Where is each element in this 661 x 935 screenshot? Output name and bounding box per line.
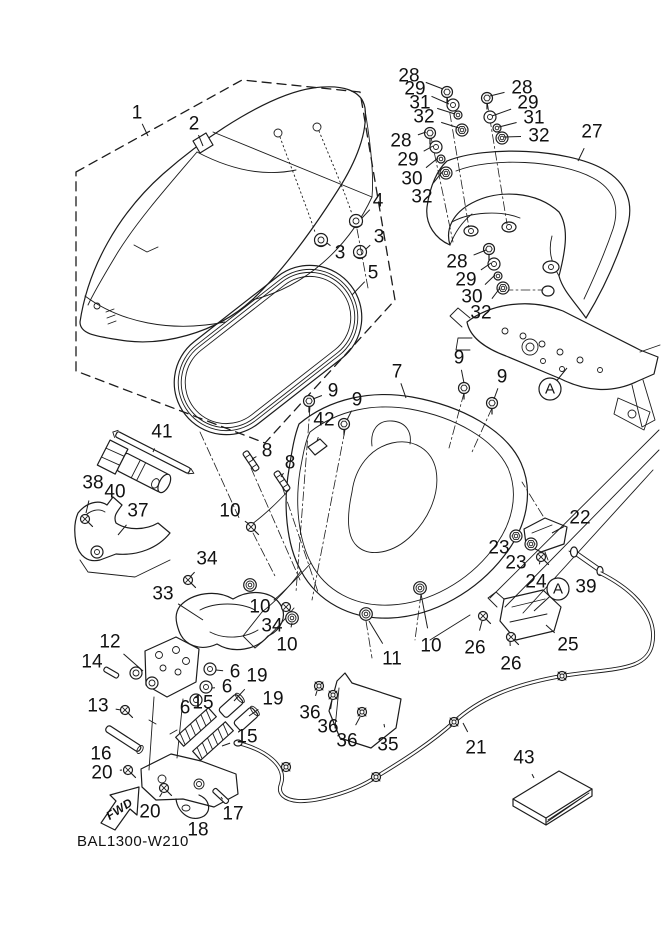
- part-number-label: 33: [152, 583, 174, 605]
- part-number-label: 10: [276, 634, 298, 656]
- part-number-label: 17: [222, 803, 244, 825]
- part-number-label: 19: [262, 688, 284, 710]
- part-number-label: 27: [581, 121, 603, 143]
- callout-leader: [356, 717, 360, 725]
- part-number-label: 29: [517, 92, 539, 114]
- callout-leader: [313, 396, 322, 400]
- part-number-label: 36: [317, 716, 339, 738]
- part-number-label: 32: [411, 186, 433, 208]
- part-number-label: 18: [187, 819, 209, 841]
- part-number-label: 8: [284, 452, 296, 474]
- part-number-label: 25: [557, 634, 579, 656]
- part-number-label: 37: [127, 500, 149, 522]
- callout-leader: [316, 691, 318, 696]
- part-number-label: 31: [409, 92, 431, 114]
- part-number-label: 19: [246, 665, 268, 687]
- part-number-label: 29: [397, 149, 419, 171]
- part-number-label: 32: [528, 125, 550, 147]
- callout-leader: [463, 723, 468, 732]
- callout-leader: [369, 621, 383, 644]
- part-number-label: 14: [81, 651, 103, 673]
- part-number-label: 9: [496, 366, 508, 388]
- part-number-label: 28: [511, 77, 533, 99]
- callout-leader: [384, 724, 385, 727]
- part-number-label: 22: [569, 507, 591, 529]
- callout-leader: [222, 743, 230, 746]
- part-number-label: 8: [261, 440, 273, 462]
- callout-leader: [178, 604, 203, 620]
- part-number-label: 38: [82, 472, 104, 494]
- seat-lock-cable: [234, 573, 653, 801]
- view-marker-letter: A: [552, 580, 564, 598]
- part-number-label: 6: [221, 676, 233, 698]
- part-number-label: 9: [351, 389, 363, 411]
- part-number-label: 20: [139, 801, 161, 823]
- part-number-label: 28: [398, 65, 420, 87]
- callout-leader: [485, 275, 495, 285]
- part-number-label: 10: [249, 596, 271, 618]
- part-number-label: 23: [488, 537, 510, 559]
- part-number-label: 29: [404, 78, 426, 100]
- part-number-label: 1: [131, 102, 143, 124]
- part-number-label: 35: [377, 734, 399, 756]
- callout-leader: [499, 123, 517, 128]
- body-frame-rails: [430, 430, 659, 640]
- callout-leader: [532, 774, 534, 778]
- callout-leader: [578, 148, 584, 161]
- part-number-label: 2: [188, 113, 200, 135]
- callout-leader: [461, 370, 464, 383]
- part-number-label: 6: [179, 697, 191, 719]
- diagram-code: BAL1300-W210: [77, 833, 189, 850]
- part-number-label: 11: [382, 648, 402, 670]
- seat-hook: [75, 497, 170, 577]
- view-marker-letter: A: [544, 380, 556, 398]
- part-number-label: 26: [500, 653, 522, 675]
- callout-leader: [190, 572, 195, 577]
- part-number-label: 15: [192, 692, 214, 714]
- callout-leader: [245, 521, 249, 524]
- part-number-label: 29: [455, 269, 477, 291]
- callout-leader: [480, 621, 483, 631]
- part-number-label: 36: [336, 730, 358, 752]
- part-number-label: 36: [299, 702, 321, 724]
- part-number-label: 10: [219, 500, 241, 522]
- part-number-label: 30: [401, 168, 423, 190]
- callout-leader: [490, 92, 505, 96]
- part-number-label: 32: [413, 106, 435, 128]
- seat-assembly: [80, 87, 373, 342]
- part-number-label: 32: [470, 302, 492, 324]
- callout-leader: [331, 700, 332, 709]
- callout-leader: [539, 561, 540, 564]
- part-number-label: 3: [334, 242, 346, 264]
- part-number-label: 34: [196, 548, 218, 570]
- rear-carrier: [427, 151, 630, 318]
- callout-leader: [552, 527, 564, 534]
- part-number-label: 5: [367, 262, 379, 284]
- part-number-label: 30: [461, 286, 483, 308]
- seat-latch: [193, 133, 213, 153]
- part-number-label: 9: [327, 380, 339, 402]
- part-number-label: 34: [261, 615, 283, 637]
- callout-leader: [216, 670, 223, 671]
- marker-leader: [557, 368, 567, 381]
- callout-leader: [160, 793, 162, 797]
- box-mounting-fasteners: [242, 380, 497, 601]
- owners-manual-book: [513, 771, 592, 825]
- part-number-label: 23: [505, 552, 527, 574]
- part-number-label: 20: [91, 762, 113, 784]
- part-number-label: 16: [90, 743, 112, 765]
- part-number-label: 21: [465, 737, 487, 759]
- callout-leader: [494, 388, 498, 399]
- callout-leader: [426, 158, 438, 168]
- part-number-label: 28: [446, 251, 468, 273]
- part-number-label: 15: [236, 726, 258, 748]
- part-number-label: 42: [313, 409, 335, 431]
- seat-dashed-outline: [76, 80, 395, 443]
- part-number-label: 6: [229, 661, 241, 683]
- part-number-label: 26: [464, 637, 486, 659]
- part-number-label: 10: [420, 635, 442, 657]
- part-number-label: 7: [391, 361, 403, 383]
- callout-leader: [492, 288, 500, 299]
- part-number-label: 12: [99, 631, 121, 653]
- part-number-label: 13: [87, 695, 109, 717]
- part-number-label: 24: [525, 571, 547, 593]
- part-number-label: 40: [104, 481, 126, 503]
- callout-leader: [441, 122, 459, 128]
- callout-leader: [426, 82, 443, 89]
- part-number-label: 4: [372, 190, 384, 212]
- part-number-label: 39: [575, 576, 597, 598]
- part-number-label: 28: [390, 130, 412, 152]
- callout-leader: [86, 501, 89, 514]
- caution-sticker: [308, 439, 327, 455]
- part-number-label: 3: [373, 226, 385, 248]
- fwd-direction-label: FWD: [103, 795, 136, 823]
- part-number-label: 43: [513, 747, 535, 769]
- part-number-label: 31: [523, 107, 545, 129]
- part-number-label: 9: [453, 347, 465, 369]
- callout-leader: [352, 282, 365, 295]
- callout-leader: [366, 245, 370, 249]
- part-number-label: 41: [151, 421, 173, 443]
- callout-leader: [327, 243, 331, 246]
- callout-leader: [504, 137, 521, 138]
